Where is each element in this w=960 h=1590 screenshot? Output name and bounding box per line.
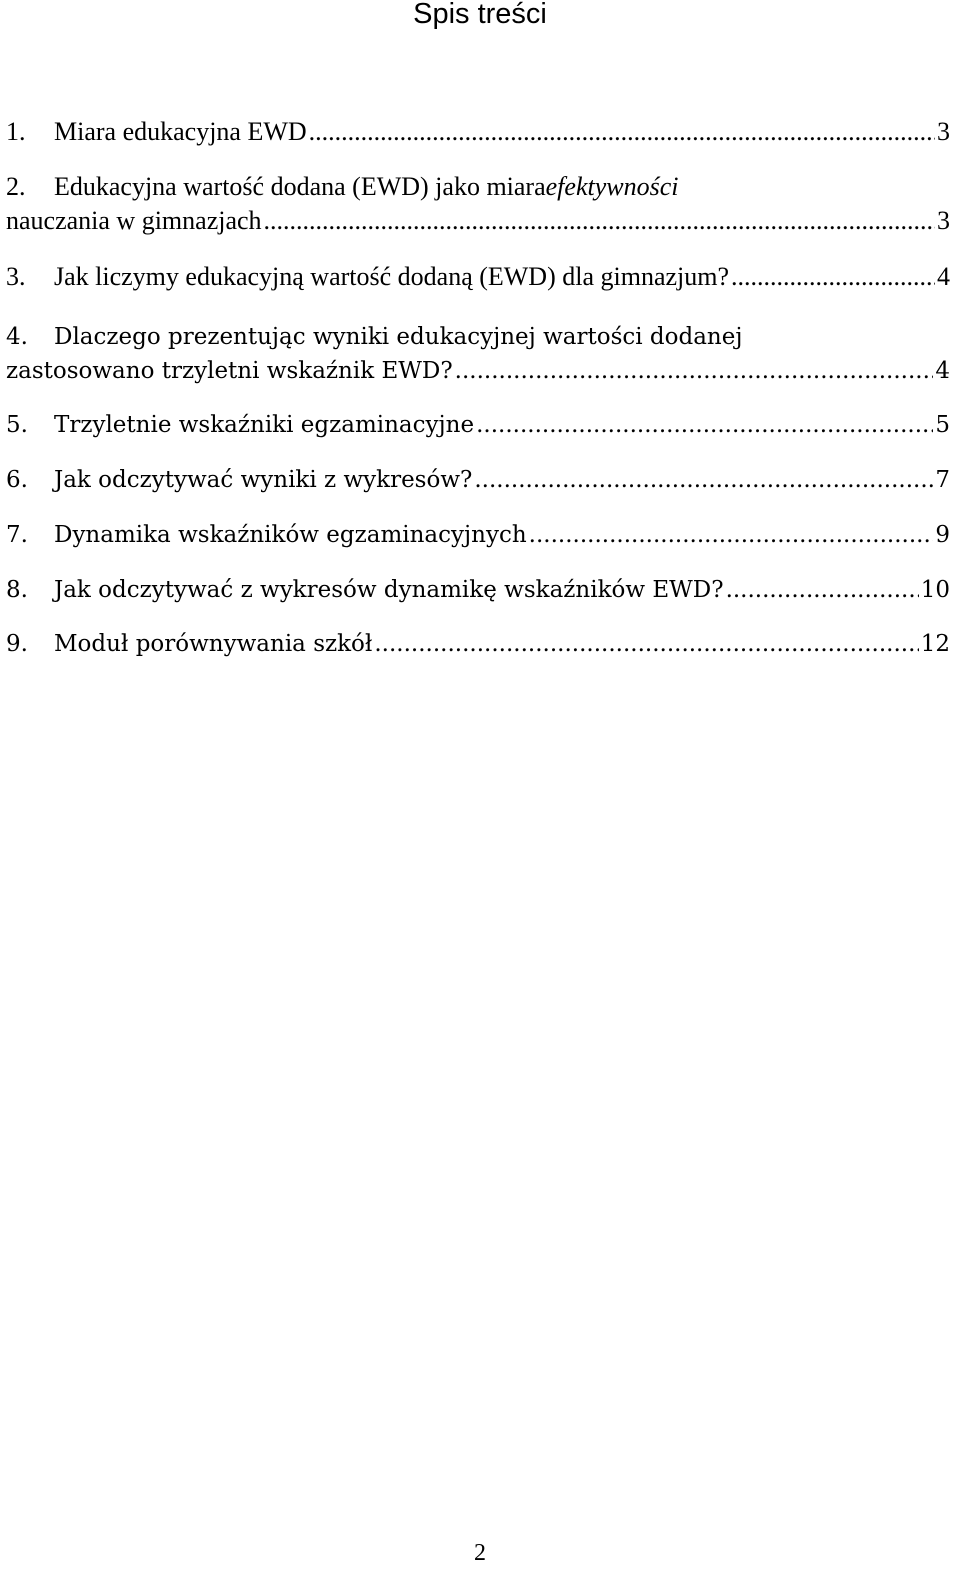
- toc-entry-title: Dynamika wskaźników egzaminacyjnych: [54, 522, 527, 548]
- toc-leader-dots: [264, 204, 935, 238]
- toc-entry-title-continued: zastosowano trzyletni wskaźnik EWD?: [6, 358, 453, 384]
- toc-entry-number: 6.: [6, 467, 28, 493]
- toc-entry-number: 2.: [6, 172, 26, 201]
- toc-entry-number: 7.: [6, 522, 28, 548]
- toc-leader-dots: [731, 260, 935, 294]
- toc-entry-title: Jak odczytywać z wykresów dynamikę wskaźników EWD?: [54, 577, 724, 603]
- toc-entry-8[interactable]: [6, 573, 950, 607]
- toc-leader-dots: [455, 354, 934, 388]
- toc-entry-6[interactable]: [6, 463, 950, 497]
- toc-leader-dots: [726, 573, 919, 607]
- toc-entry-3[interactable]: [6, 260, 950, 294]
- toc-entry-page: 10: [920, 577, 950, 603]
- toc-entry-5[interactable]: [6, 408, 950, 442]
- toc-entry-page: 12: [920, 631, 950, 657]
- toc-entry-page: 5: [935, 412, 950, 438]
- toc-entry-title-continued: nauczania w gimnazjach: [6, 206, 262, 235]
- toc-entry-number: 8.: [6, 577, 28, 603]
- toc-entry-4[interactable]: [6, 320, 950, 388]
- toc-entry-title: Edukacyjna wartość dodana (EWD) jako miara: [54, 172, 546, 201]
- toc-leader-dots: [309, 115, 935, 149]
- toc-leader-dots: [474, 463, 933, 497]
- toc-entry-number: 9.: [6, 631, 28, 657]
- toc-entry-page: 4: [937, 262, 950, 291]
- toc-entry-2[interactable]: [6, 170, 950, 238]
- toc-entry-title: Jak liczymy edukacyjną wartość dodaną (EWD) dla gimnazjum?: [54, 262, 730, 291]
- toc-entry-page: 9: [935, 522, 950, 548]
- toc-entry-title: Miara edukacyjna EWD: [54, 117, 307, 146]
- toc-entry-9[interactable]: [6, 627, 950, 661]
- toc-entry-number: 4.: [6, 324, 28, 350]
- toc-entry-7[interactable]: [6, 518, 950, 552]
- toc-entry-1[interactable]: [6, 115, 950, 149]
- toc-entry-title: Dlaczego prezentując wyniki edukacyjnej wartości dodanej: [54, 324, 743, 350]
- toc-entry-title: Trzyletnie wskaźniki egzaminacyjne: [54, 412, 475, 438]
- page-title: Spis treści: [413, 0, 547, 30]
- toc-entry-number: 5.: [6, 412, 28, 438]
- toc-entry-page: 3: [937, 206, 950, 235]
- page-number: 2: [474, 1540, 486, 1566]
- toc-leader-dots: [374, 627, 918, 661]
- toc-entry-page: 3: [937, 117, 950, 146]
- toc-entry-title-emphasis: efektywności: [545, 172, 679, 201]
- toc-entry-title: Jak odczytywać wyniki z wykresów?: [54, 467, 473, 493]
- toc-entry-page: 4: [935, 358, 950, 384]
- toc-entry-number: 3.: [6, 262, 26, 291]
- toc-leader-dots: [529, 518, 934, 552]
- toc-leader-dots: [476, 408, 933, 442]
- toc-entry-number: 1.: [6, 117, 26, 146]
- toc-entry-title: Moduł porównywania szkół: [54, 631, 373, 657]
- toc-entry-page: 7: [935, 467, 950, 493]
